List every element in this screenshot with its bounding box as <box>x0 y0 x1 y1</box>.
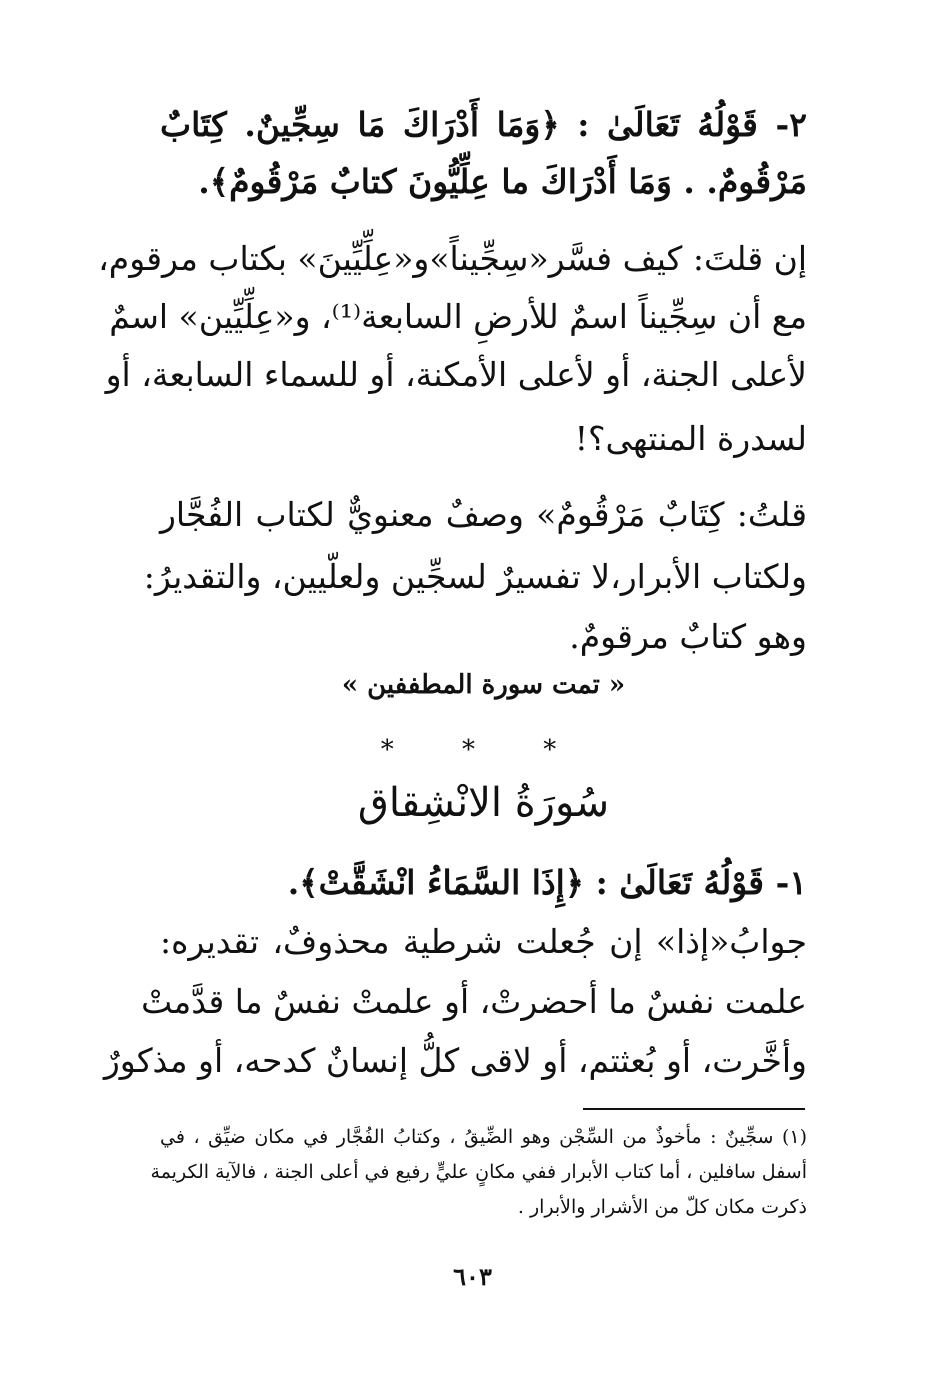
body-line: وأخَّرت، أو بُعثتم، أو لاقى كلُّ إنسانٌ كدحه، أو مذكورٌ <box>103 1041 807 1080</box>
body-line: لأعلى الجنة، أو لأعلى الأمكنة، أو للسماء السابعة، أو <box>105 355 807 394</box>
footnote-line: أسفل سافلين ، أما كتاب الأبرار ففي مكانٍ عليٍّ رفيع في أعلى الجنة ، فالآية الكريمة <box>150 1161 807 1183</box>
body-line: قلتُ: كِتَابٌ مَرْقُومٌ» وصفٌ معنويٌّ لكتاب الفُجَّار <box>160 495 807 534</box>
footnote-line: ذكرت مكان كلّ من الأشرار والأبرار . <box>517 1196 807 1218</box>
page-number: ٦٠٣ <box>453 1262 492 1291</box>
sura-end-note: « تمت سورة المطففين » <box>341 670 626 700</box>
body-line: جوابُ«إذا» إن جُعلت شرطية محذوفٌ، تقديره: <box>160 922 807 961</box>
body-line: إن قلتَ: كيف فسَّر«سِجِّيناً»و«عِلِّيِّينَ» بكتاب مرقوم، <box>98 239 807 278</box>
body-line: علمت نفسٌ ما أحضرتْ، أو علمتْ نفسٌ ما قدَّمتْ <box>141 982 807 1021</box>
verse-2-line-2: مَرْقُومٌ. . وَمَا أَدْرَاكَ ما عِلِّيُّونَ كتابٌ مَرْقُومٌ﴾. <box>198 162 807 201</box>
footnote-rule <box>583 1108 805 1110</box>
body-line: وهو كتابٌ مرقومٌ. <box>569 617 807 656</box>
body-line: ولكتاب الأبرار،لا تفسيرٌ لسجِّين ولعلّيين، والتقديرُ: <box>143 557 807 596</box>
separator-stars: * * * <box>380 735 587 765</box>
sura-title: سُورَةُ الانْشِقاق <box>357 780 610 826</box>
verse-1-line: ١- قَوْلُهُ تَعَالَىٰ : ﴿إِذَا السَّمَاءُ انْشَقَّتْ﴾. <box>287 863 807 902</box>
footnote-line: (١) سجِّينٌ : مأخوذٌ من السِّجْن وهو الضِّيقُ ، وكتابُ الفُجَّار في مكان ضيِّق ، في <box>160 1126 807 1148</box>
body-line: لسدرة المنتهى؟! <box>574 419 807 458</box>
verse-2-line-1: ٢- قَوْلُهُ تَعَالَىٰ : ﴿وَمَا أَدْرَاكَ مَا سِجِّينٌ. كِتَابٌ <box>160 105 807 144</box>
body-line: مع أن سِجِّيناً اسمٌ للأرضِ السابعة⁽¹⁾، و«عِلِّيِّين» اسمٌ <box>109 297 807 336</box>
